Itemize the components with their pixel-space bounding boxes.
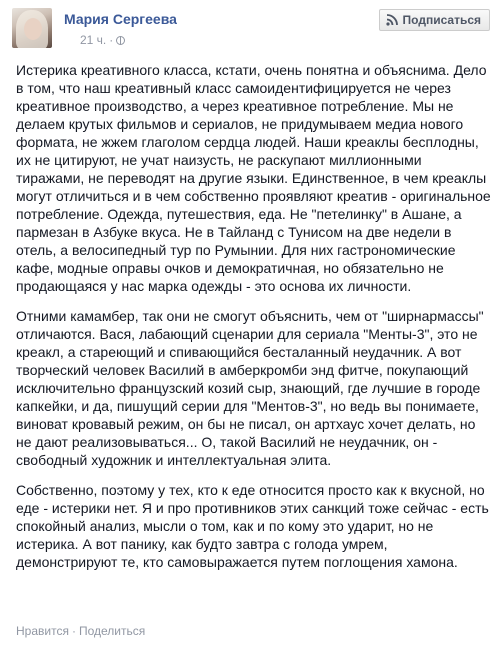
post-meta bbox=[80, 33, 125, 47]
like-link[interactable]: Нравится bbox=[16, 624, 69, 638]
avatar[interactable] bbox=[12, 8, 52, 48]
timestamp[interactable]: 21 ч. bbox=[80, 33, 107, 47]
post-paragraph: Истерика креативного класса, кстати, очень понятна и объяснима. Дело в том, что наш креативный класс самоидентифицируется не через креативное производство, а через креативное потребление. Мы не делаем крутых фильмов и сериалов, не придумываем медиа нового формата, не жжем глаголом сердца людей. Наши креаклы бесплодны, их не цитируют, не учат наизусть, не раскупают миллионными тиражами, не переводят на другие языки. Единственное, в чем креаклы могут отличиться и в чем собственно проявляют креатив - оригинальное потребление. Одежда, путешествия, еда. Не "петелинку" в Ашане, а пармезан в Азбуке вкуса. Не в Тайланд с Тунисом на две недели в отель, а велосипедный тур по Румынии. Для них гастрономические кафе, модные оправы очков и демократичная, но обязательно не продающаяся у нас марка одежды - это основа их личности. bbox=[16, 62, 491, 294]
meta-separator: · bbox=[109, 33, 114, 47]
post-body bbox=[16, 61, 492, 583]
post-header bbox=[12, 8, 490, 58]
rss-icon bbox=[386, 14, 398, 26]
action-separator: · bbox=[71, 624, 76, 638]
globe-icon[interactable] bbox=[116, 36, 125, 45]
subscribe-label: Подписаться bbox=[402, 13, 481, 27]
share-link[interactable]: Поделиться bbox=[78, 624, 146, 638]
post-paragraph: Собственно, поэтому у тех, кто к еде относится просто как к вкусной, но еде - истерики нет. Я и про противников этих санкций тоже сейчас - есть спокойный анализ, мысли о том, как и по кому это ударит, но не истерика. А вот панику, как будто завтра с голода умрем, демонстрируют те, кто самовыражается путем поглощения хамона. bbox=[16, 482, 489, 570]
subscribe-button[interactable] bbox=[379, 9, 490, 31]
post-paragraph: Отними камамбер, так они не смогут объяснить, чем от "ширнармассы" отличаются. Вася, лабающий сценарии для сериала "Менты-3", это не креакл, а стареющий и спивающийся бесталанный неудачник. А вот творческий человек Василий в амберкромби энд фитче, покупающий исключительно французский козий сыр, знающий, где лучшие в городе капкейки, и да, пишущий серии для "Ментов-3", но ведь вы понимаете, виноват кровавый режим, он бы не писал, он артхаус хочет делать, но не дают реализовываться... О, такой Василий не неудачник, он - свободный художник и интеллектуальная элита. bbox=[16, 308, 484, 468]
author-name[interactable]: Мария Сергеева bbox=[64, 11, 177, 27]
post-actions bbox=[16, 624, 145, 638]
avatar-face bbox=[24, 18, 42, 40]
